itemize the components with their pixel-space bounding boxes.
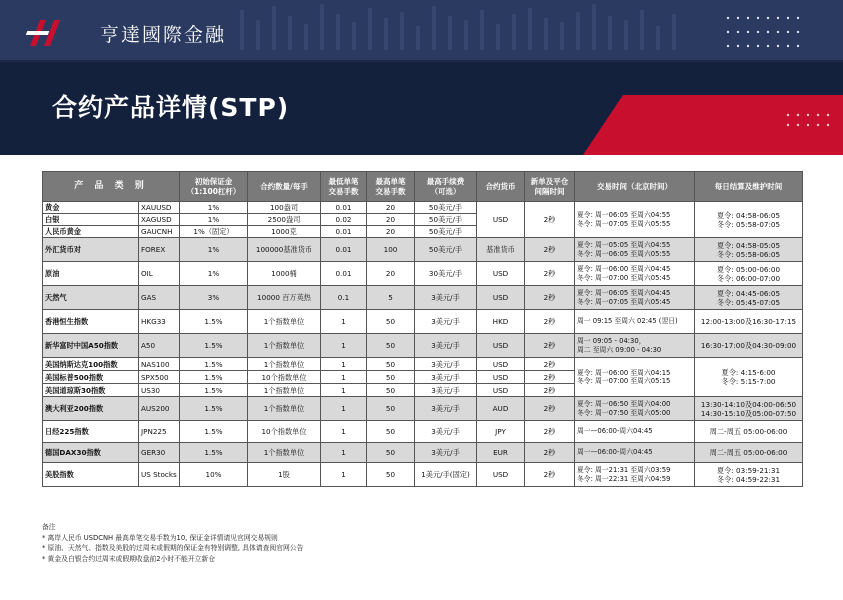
max-lot-value: 50 bbox=[367, 371, 415, 384]
footnotes bbox=[42, 522, 303, 564]
min-lot-value: 1 bbox=[321, 334, 367, 358]
header-category: 产 品 类 别 bbox=[43, 172, 180, 202]
header-min-lot: 最低单笔 交易手数 bbox=[321, 172, 367, 202]
contract-value: 100盎司 bbox=[248, 202, 321, 214]
product-code: A50 bbox=[139, 334, 180, 358]
settle-time-value: 夏令: 04:58-06:05 冬令: 05:58-07:05 bbox=[695, 202, 803, 238]
currency-value: EUR bbox=[477, 443, 525, 463]
settle-time-value: 夏令: 05:00-06:00 冬令: 06:00-07:00 bbox=[695, 262, 803, 286]
product-name: 日经225指数 bbox=[43, 421, 139, 443]
max-lot-value: 50 bbox=[367, 384, 415, 397]
fee-value: 3美元/手 bbox=[415, 397, 477, 421]
interval-value: 2秒 bbox=[525, 358, 575, 371]
notes-title: 备注 bbox=[42, 523, 56, 531]
margin-value: 1.5% bbox=[180, 384, 248, 397]
min-lot-value: 0.1 bbox=[321, 286, 367, 310]
product-code: AUS200 bbox=[139, 397, 180, 421]
fee-value: 3美元/手 bbox=[415, 371, 477, 384]
header-interval: 新单及平仓 间隔时间 bbox=[525, 172, 575, 202]
note-item: * 原油、天然气、指数及美股的过周末或假期的保证金有特别调整, 具体请查阅官网公告 bbox=[42, 544, 304, 553]
margin-value: 1.5% bbox=[180, 371, 248, 384]
product-code: OIL bbox=[139, 262, 180, 286]
settle-time-value: 周二-周五 05:00-06:00 bbox=[695, 443, 803, 463]
currency-value: USD bbox=[477, 202, 525, 238]
margin-value: 3% bbox=[180, 286, 248, 310]
settle-time-value: 夏令: 04:58-05:05 冬令: 05:58-06:05 bbox=[695, 238, 803, 262]
contract-value: 1股 bbox=[248, 463, 321, 487]
currency-value: USD bbox=[477, 371, 525, 384]
min-lot-value: 0.01 bbox=[321, 238, 367, 262]
fee-value: 50美元/手 bbox=[415, 202, 477, 214]
table-row bbox=[43, 334, 803, 358]
fee-value: 3美元/手 bbox=[415, 334, 477, 358]
fee-value: 30美元/手 bbox=[415, 262, 477, 286]
interval-value: 2秒 bbox=[525, 310, 575, 334]
product-code: US Stocks bbox=[139, 463, 180, 487]
currency-value: JPY bbox=[477, 421, 525, 443]
min-lot-value: 0.01 bbox=[321, 202, 367, 214]
trade-time-value: 周一—06:00-周六04:45 bbox=[575, 421, 695, 443]
product-name: 美股指数 bbox=[43, 463, 139, 487]
contract-value: 10000 百万英热 bbox=[248, 286, 321, 310]
trade-time-value: 周一 09:15 至周六 02:45 (翌日) bbox=[575, 310, 695, 334]
trade-time-value: 周一 09:05 - 04:30， 周二 至周六 09:00 - 04:30 bbox=[575, 334, 695, 358]
margin-value: 1%（固定） bbox=[180, 226, 248, 238]
currency-value: USD bbox=[477, 463, 525, 487]
table-row bbox=[43, 358, 803, 371]
max-lot-value: 50 bbox=[367, 443, 415, 463]
max-lot-value: 50 bbox=[367, 310, 415, 334]
currency-value: USD bbox=[477, 358, 525, 371]
contract-value: 1个指数单位 bbox=[248, 443, 321, 463]
contract-value: 1000桶 bbox=[248, 262, 321, 286]
product-name: 天然气 bbox=[43, 286, 139, 310]
fee-value: 3美元/手 bbox=[415, 443, 477, 463]
product-name: 白银 bbox=[43, 214, 139, 226]
page-title: 合约产品详情(STP) bbox=[52, 93, 290, 122]
min-lot-value: 1 bbox=[321, 463, 367, 487]
interval-value: 2秒 bbox=[525, 397, 575, 421]
table-row bbox=[43, 310, 803, 334]
header-max-lot: 最高单笔 交易手数 bbox=[367, 172, 415, 202]
interval-value: 2秒 bbox=[525, 262, 575, 286]
max-lot-value: 50 bbox=[367, 334, 415, 358]
currency-value: 基准货币 bbox=[477, 238, 525, 262]
max-lot-value: 50 bbox=[367, 421, 415, 443]
margin-value: 1.5% bbox=[180, 358, 248, 371]
max-lot-value: 50 bbox=[367, 463, 415, 487]
margin-value: 1.5% bbox=[180, 334, 248, 358]
table-row bbox=[43, 286, 803, 310]
currency-value: USD bbox=[477, 384, 525, 397]
max-lot-value: 50 bbox=[367, 397, 415, 421]
contract-value: 2500盎司 bbox=[248, 214, 321, 226]
header-contract: 合约数量/每手 bbox=[248, 172, 321, 202]
product-name: 美国道琼斯30指数 bbox=[43, 384, 139, 397]
interval-value: 2秒 bbox=[525, 371, 575, 384]
max-lot-value: 20 bbox=[367, 262, 415, 286]
fee-value: 3美元/手 bbox=[415, 358, 477, 371]
product-code: US30 bbox=[139, 384, 180, 397]
min-lot-value: 0.01 bbox=[321, 226, 367, 238]
product-code: GAUCNH bbox=[139, 226, 180, 238]
settle-time-value: 夏令: 03:59-21:31 冬令: 04:59-22:31 bbox=[695, 463, 803, 487]
product-name: 澳大利亚200指数 bbox=[43, 397, 139, 421]
product-code: SPX500 bbox=[139, 371, 180, 384]
contract-table-wrapper bbox=[42, 171, 802, 487]
fee-value: 1美元/手(固定) bbox=[415, 463, 477, 487]
currency-value: HKD bbox=[477, 310, 525, 334]
max-lot-value: 20 bbox=[367, 226, 415, 238]
table-header-row bbox=[43, 172, 803, 202]
contract-value: 1个指数单位 bbox=[248, 397, 321, 421]
interval-value: 2秒 bbox=[525, 334, 575, 358]
interval-value: 2秒 bbox=[525, 384, 575, 397]
fee-value: 50美元/手 bbox=[415, 214, 477, 226]
product-code: GER30 bbox=[139, 443, 180, 463]
contract-value: 100000基准货币 bbox=[248, 238, 321, 262]
trade-time-value: 夏令: 周一21:31 至周六03:59 冬令: 周一22:31 至周六04:59 bbox=[575, 463, 695, 487]
fee-value: 3美元/手 bbox=[415, 310, 477, 334]
table-body bbox=[43, 202, 803, 487]
fee-value: 3美元/手 bbox=[415, 421, 477, 443]
margin-value: 1.5% bbox=[180, 397, 248, 421]
settle-time-value: 12:00-13:00及16:30-17:15 bbox=[695, 310, 803, 334]
trade-time-value: 夏令: 周一06:50 至周六04:00 冬令: 周一07:50 至周六05:00 bbox=[575, 397, 695, 421]
contract-value: 10个指数单位 bbox=[248, 371, 321, 384]
settle-time-value: 周二-周五 05:00-06:00 bbox=[695, 421, 803, 443]
contract-value: 1个指数单位 bbox=[248, 384, 321, 397]
margin-value: 1% bbox=[180, 202, 248, 214]
interval-value: 2秒 bbox=[525, 202, 575, 238]
max-lot-value: 100 bbox=[367, 238, 415, 262]
min-lot-value: 1 bbox=[321, 310, 367, 334]
currency-value: USD bbox=[477, 286, 525, 310]
note-item: * 离岸人民币 USDCNH 最高单笔交易手数为10, 保证金详情请见官网交易规则 bbox=[42, 533, 278, 542]
trade-time-value: 夏令: 周一06:05 至周六04:55 冬令: 周一07:05 至周六05:55 bbox=[575, 202, 695, 238]
currency-value: AUD bbox=[477, 397, 525, 421]
margin-value: 10% bbox=[180, 463, 248, 487]
contract-value: 1个指数单位 bbox=[248, 358, 321, 371]
header-currency: 合约货币 bbox=[477, 172, 525, 202]
product-code: NAS100 bbox=[139, 358, 180, 371]
currency-value: USD bbox=[477, 334, 525, 358]
contract-value: 1000克 bbox=[248, 226, 321, 238]
contract-value: 1个指数单位 bbox=[248, 310, 321, 334]
interval-value: 2秒 bbox=[525, 443, 575, 463]
interval-value: 2秒 bbox=[525, 421, 575, 443]
trade-time-value: 夏令: 周一06:00 至周六04:15 冬令: 周一07:00 至周六05:15 bbox=[575, 358, 695, 397]
settle-time-value: 夏令: 4:15-6:00 冬令: 5:15-7:00 bbox=[695, 358, 803, 397]
trade-time-value: 夏令: 周一05:05 至周六04:55 冬令: 周一06:05 至周六05:55 bbox=[575, 238, 695, 262]
product-code: XAUUSD bbox=[139, 202, 180, 214]
trade-time-value: 夏令: 周一06:00 至周六04:45 冬令: 周一07:00 至周六05:45 bbox=[575, 262, 695, 286]
product-code: HKG33 bbox=[139, 310, 180, 334]
trade-time-value: 夏令: 周一06:05 至周六04:45 冬令: 周一07:05 至周六05:45 bbox=[575, 286, 695, 310]
product-name: 美国纳斯达克100指数 bbox=[43, 358, 139, 371]
margin-value: 1% bbox=[180, 238, 248, 262]
interval-value: 2秒 bbox=[525, 463, 575, 487]
min-lot-value: 1 bbox=[321, 384, 367, 397]
table-row bbox=[43, 238, 803, 262]
product-name: 人民币黄金 bbox=[43, 226, 139, 238]
product-name: 新华富时中国A50指数 bbox=[43, 334, 139, 358]
product-name: 德国DAX30指数 bbox=[43, 443, 139, 463]
min-lot-value: 1 bbox=[321, 397, 367, 421]
product-name: 香港恒生指数 bbox=[43, 310, 139, 334]
max-lot-value: 50 bbox=[367, 358, 415, 371]
fee-value: 50美元/手 bbox=[415, 238, 477, 262]
header-banner bbox=[0, 0, 843, 155]
settle-time-value: 13:30-14:10及04:00-06:50 14:30-15:10及05:00-07:50 bbox=[695, 397, 803, 421]
dot-row-decoration bbox=[783, 110, 843, 130]
table-row bbox=[43, 463, 803, 487]
min-lot-value: 1 bbox=[321, 358, 367, 371]
product-code: GAS bbox=[139, 286, 180, 310]
fee-value: 3美元/手 bbox=[415, 384, 477, 397]
fee-value: 50美元/手 bbox=[415, 226, 477, 238]
product-name: 外汇货币对 bbox=[43, 238, 139, 262]
margin-value: 1.5% bbox=[180, 310, 248, 334]
min-lot-value: 0.02 bbox=[321, 214, 367, 226]
table-row bbox=[43, 421, 803, 443]
table-row bbox=[43, 443, 803, 463]
settle-time-value: 16:30-17:00及04:30-09:00 bbox=[695, 334, 803, 358]
settle-time-value: 夏令: 04:45-06:05 冬令: 05:45-07:05 bbox=[695, 286, 803, 310]
interval-value: 2秒 bbox=[525, 238, 575, 262]
fee-value: 3美元/手 bbox=[415, 286, 477, 310]
table-row bbox=[43, 202, 803, 214]
min-lot-value: 0.01 bbox=[321, 262, 367, 286]
table-row bbox=[43, 262, 803, 286]
trade-time-value: 周一—06:00-周六04:45 bbox=[575, 443, 695, 463]
brand-logo-icon bbox=[24, 18, 66, 48]
product-code: JPN225 bbox=[139, 421, 180, 443]
margin-value: 1% bbox=[180, 214, 248, 226]
dot-grid-decoration bbox=[723, 12, 813, 52]
min-lot-value: 1 bbox=[321, 371, 367, 384]
contract-table bbox=[42, 171, 803, 487]
interval-value: 2秒 bbox=[525, 286, 575, 310]
product-name: 原油 bbox=[43, 262, 139, 286]
brand-name: 亨達國際金融 bbox=[100, 24, 227, 46]
product-code: XAGUSD bbox=[139, 214, 180, 226]
min-lot-value: 1 bbox=[321, 443, 367, 463]
product-name: 美国标普500指数 bbox=[43, 371, 139, 384]
margin-value: 1% bbox=[180, 262, 248, 286]
margin-value: 1.5% bbox=[180, 421, 248, 443]
margin-value: 1.5% bbox=[180, 443, 248, 463]
header-settle-time: 每日结算及维护时间 bbox=[695, 172, 803, 202]
max-lot-value: 20 bbox=[367, 214, 415, 226]
product-name: 黄金 bbox=[43, 202, 139, 214]
contract-value: 1个指数单位 bbox=[248, 334, 321, 358]
product-code: FOREX bbox=[139, 238, 180, 262]
currency-value: USD bbox=[477, 262, 525, 286]
table-row bbox=[43, 397, 803, 421]
max-lot-value: 20 bbox=[367, 202, 415, 214]
header-margin: 初始保证金 （1:100杠杆） bbox=[180, 172, 248, 202]
contract-value: 10个指数单位 bbox=[248, 421, 321, 443]
min-lot-value: 1 bbox=[321, 421, 367, 443]
header-trade-time: 交易时间（北京时间） bbox=[575, 172, 695, 202]
header-max-fee: 最高手续费 （可选） bbox=[415, 172, 477, 202]
note-item: * 黄金及白银合约过周末或假期收盘前2小时不能开立新仓 bbox=[42, 554, 216, 563]
max-lot-value: 5 bbox=[367, 286, 415, 310]
